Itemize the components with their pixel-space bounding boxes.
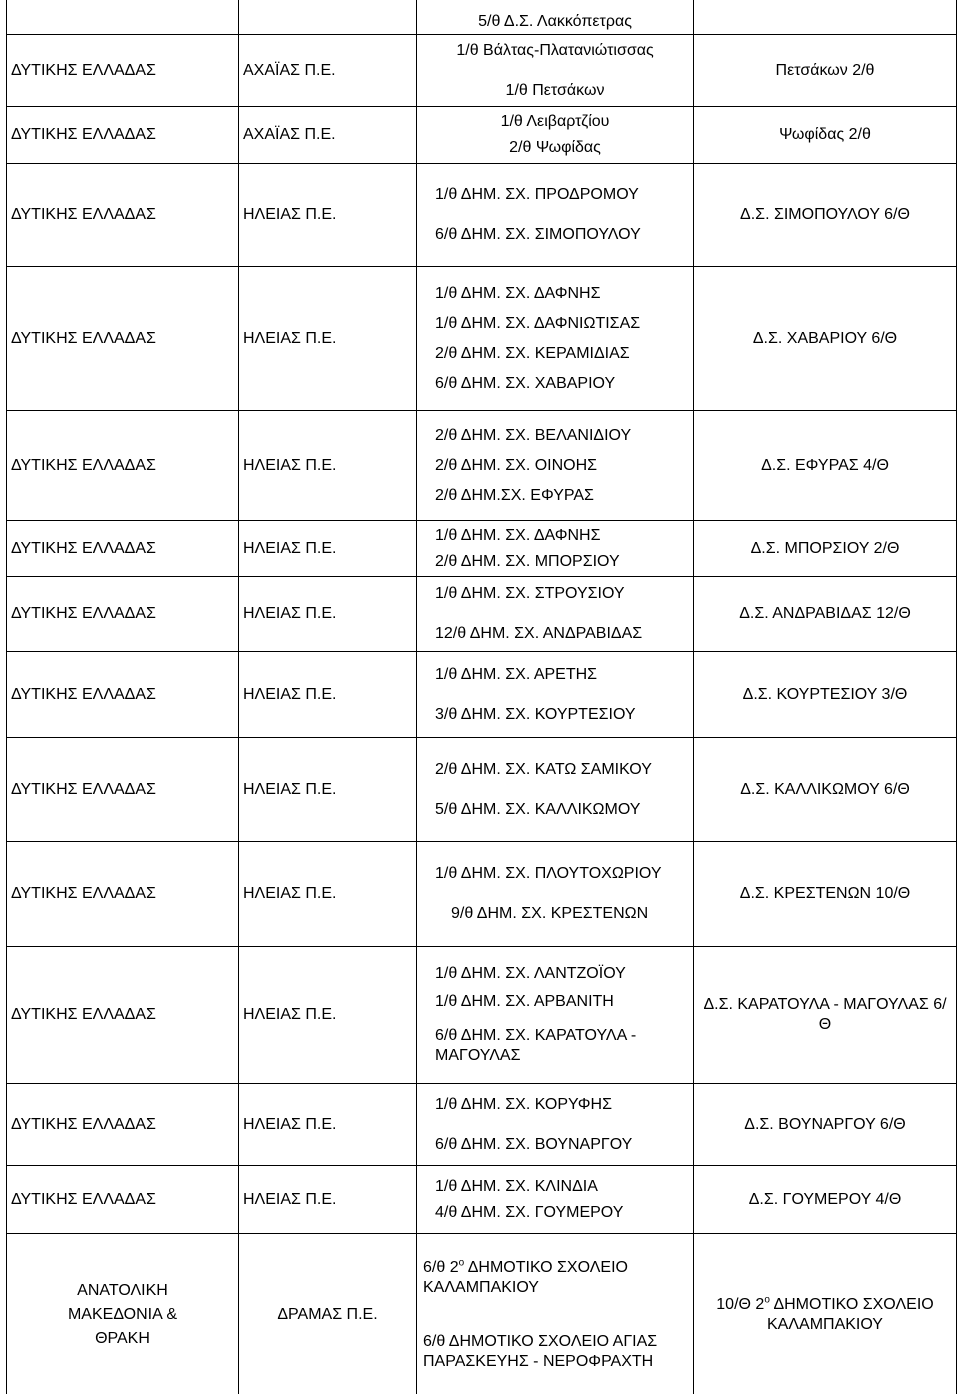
schools-cell	[417, 411, 694, 521]
school-name: 1/θ Πετσάκων	[505, 81, 605, 99]
region-cell: ΔΥΤΙΚΗΣ ΕΛΛΑΔΑΣ	[7, 1166, 239, 1234]
school-name: 2/θ ΔΗΜ. ΣΧ. ΒΕΛΑΝΙΔΙΟΥ	[435, 426, 632, 444]
school-merger-table	[6, 0, 957, 1394]
schools-cell	[417, 738, 694, 842]
result-cell: Δ.Σ. ΚΡΕΣΤΕΝΩΝ 10/Θ	[694, 842, 957, 947]
school-name: 1/θ ΔΗΜ. ΣΧ. ΚΟΡΥΦΗΣ	[435, 1095, 612, 1113]
schools-cell	[417, 0, 694, 35]
unit-cell: ΗΛΕΙΑΣ Π.Ε.	[239, 947, 417, 1084]
result-cell: Δ.Σ. ΕΦΥΡΑΣ 4/Θ	[694, 411, 957, 521]
region-cell	[7, 1234, 239, 1394]
result-cell: Δ.Σ. ΑΝΔΡΑΒΙΔΑΣ 12/Θ	[694, 577, 957, 652]
region-cell: ΔΥΤΙΚΗΣ ΕΛΛΑΔΑΣ	[7, 652, 239, 738]
result-cell: Δ.Σ. ΣΙΜΟΠΟΥΛΟΥ 6/Θ	[694, 164, 957, 267]
school-name: 2/θ ΔΗΜ.ΣΧ. ΕΦΥΡΑΣ	[435, 486, 594, 504]
school-name	[421, 1258, 683, 1298]
region-cell-empty	[7, 0, 239, 35]
unit-cell: ΗΛΕΙΑΣ Π.Ε.	[239, 521, 417, 577]
region-cell: ΔΥΤΙΚΗΣ ΕΛΛΑΔΑΣ	[7, 842, 239, 947]
school-name: 4/θ ΔΗΜ. ΣΧ. ΓΟΥΜΕΡΟΥ	[435, 1203, 624, 1221]
result-cell: Δ.Σ. ΓΟΥΜΕΡΟΥ 4/Θ	[694, 1166, 957, 1234]
schools-cell	[417, 521, 694, 577]
table-row	[7, 411, 957, 521]
school-name: 1/θ Λειβαρτζίου	[500, 113, 610, 130]
table-row	[7, 947, 957, 1084]
result-name-part: 10/Θ 2	[716, 1295, 765, 1313]
school-name: 1/θ Βάλτας-Πλατανιώτισσας	[456, 41, 654, 59]
result-cell	[694, 1234, 957, 1394]
school-name: 1/θ ΔΗΜ. ΣΧ. ΔΑΦΝΙΩΤΙΣΑΣ	[435, 314, 641, 332]
result-cell-empty	[694, 0, 957, 35]
region-cell: ΔΥΤΙΚΗΣ ΕΛΛΑΔΑΣ	[7, 267, 239, 411]
school-name: 3/θ ΔΗΜ. ΣΧ. ΚΟΥΡΤΕΣΙΟΥ	[435, 705, 636, 723]
unit-cell: ΗΛΕΙΑΣ Π.Ε.	[239, 267, 417, 411]
table-row	[7, 0, 957, 35]
result-cell: Ψωφίδας 2/θ	[694, 107, 957, 164]
result-cell: Δ.Σ. ΒΟΥΝΑΡΓΟΥ 6/Θ	[694, 1084, 957, 1166]
school-name: 1/θ ΔΗΜ. ΣΧ. ΠΛΟΥΤΟΧΩΡΙΟΥ	[435, 865, 662, 882]
schools-cell	[417, 1166, 694, 1234]
unit-cell-empty	[239, 0, 417, 35]
result-cell: Δ.Σ. ΚΑΛΛΙΚΩΜΟΥ 6/Θ	[694, 738, 957, 842]
result-name	[700, 1295, 950, 1335]
school-name: 5/θ Δ.Σ. Λακκόπετρας	[478, 13, 632, 30]
unit-cell: ΑΧΑΪΑΣ Π.Ε.	[239, 35, 417, 107]
schools-cell	[417, 1084, 694, 1166]
school-name: 1/θ ΔΗΜ. ΣΧ. ΠΡΟΔΡΟΜΟΥ	[435, 186, 639, 203]
schools-cell	[417, 35, 694, 107]
unit-cell: ΗΛΕΙΑΣ Π.Ε.	[239, 411, 417, 521]
table-row	[7, 1166, 957, 1234]
region-cell: ΔΥΤΙΚΗΣ ΕΛΛΑΔΑΣ	[7, 411, 239, 521]
unit-cell: ΗΛΕΙΑΣ Π.Ε.	[239, 1166, 417, 1234]
region-cell: ΔΥΤΙΚΗΣ ΕΛΛΑΔΑΣ	[7, 1084, 239, 1166]
unit-cell: ΔΡΑΜΑΣ Π.Ε.	[239, 1234, 417, 1394]
school-name: 2/θ ΔΗΜ. ΣΧ. ΜΠΟΡΣΙΟΥ	[435, 552, 620, 570]
ordinal-superscript: ο	[764, 1294, 770, 1306]
schools-cell	[417, 577, 694, 652]
unit-cell: ΗΛΕΙΑΣ Π.Ε.	[239, 577, 417, 652]
school-name: 1/θ ΔΗΜ. ΣΧ. ΛΑΝΤΖΟΪΟΥ	[435, 965, 626, 982]
table-row	[7, 1084, 957, 1166]
school-name: 1/θ ΔΗΜ. ΣΧ. ΑΡΕΤΗΣ	[435, 665, 598, 683]
region-cell: ΔΥΤΙΚΗΣ ΕΛΛΑΔΑΣ	[7, 577, 239, 652]
region-cell: ΔΥΤΙΚΗΣ ΕΛΛΑΔΑΣ	[7, 738, 239, 842]
region-cell: ΔΥΤΙΚΗΣ ΕΛΛΑΔΑΣ	[7, 947, 239, 1084]
school-name: 2/θ ΔΗΜ. ΣΧ. ΚΕΡΑΜΙΔΙΑΣ	[435, 344, 630, 362]
result-cell: Δ.Σ. ΧΑΒΑΡΙΟΥ 6/Θ	[694, 267, 957, 411]
schools-cell	[417, 842, 694, 947]
school-name: 2/θ Ψωφίδας	[509, 139, 601, 156]
school-name-part: ΔΗΜΟΤΙΚΟ ΣΧΟΛΕΙΟ ΚΑΛΑΜΠΑΚΙΟΥ	[423, 1258, 628, 1296]
school-name: 6/θ ΔΗΜ. ΣΧ. ΧΑΒΑΡΙΟΥ	[435, 374, 616, 392]
table-row	[7, 577, 957, 652]
school-name: 6/θ ΔΗΜΟΤΙΚΟ ΣΧΟΛΕΙΟ ΑΓΙΑΣ ΠΑΡΑΣΚΕΥΗΣ - ΝΕΡΟΦΡΑΧΤΗ	[423, 1332, 658, 1370]
school-name: 6/θ ΔΗΜ. ΣΧ. ΚΑΡΑΤΟΥΛΑ - ΜΑΓΟΥΛΑΣ	[435, 1027, 637, 1064]
school-name: 1/θ ΔΗΜ. ΣΧ. ΚΛΙΝΔΙΑ	[435, 1177, 598, 1195]
unit-cell: ΗΛΕΙΑΣ Π.Ε.	[239, 738, 417, 842]
unit-cell: ΗΛΕΙΑΣ Π.Ε.	[239, 652, 417, 738]
table-row	[7, 521, 957, 577]
school-name: 6/θ ΔΗΜ. ΣΧ. ΣΙΜΟΠΟΥΛΟΥ	[435, 226, 641, 243]
school-name: 12/θ ΔΗΜ. ΣΧ. ΑΝΔΡΑΒΙΔΑΣ	[435, 625, 643, 642]
schools-cell	[417, 652, 694, 738]
unit-cell: ΗΛΕΙΑΣ Π.Ε.	[239, 164, 417, 267]
table-row	[7, 35, 957, 107]
result-name-part: ΔΗΜΟΤΙΚΟ ΣΧΟΛΕΙΟ ΚΑΛΑΜΠΑΚΙΟΥ	[767, 1295, 934, 1333]
school-name: 2/θ ΔΗΜ. ΣΧ. ΚΑΤΩ ΣΑΜΙΚΟΥ	[435, 760, 652, 778]
result-cell: Δ.Σ. ΜΠΟΡΣΙΟΥ 2/Θ	[694, 521, 957, 577]
table-row	[7, 164, 957, 267]
schools-cell	[417, 267, 694, 411]
school-name: 5/θ ΔΗΜ. ΣΧ. ΚΑΛΛΙΚΩΜΟΥ	[435, 800, 641, 818]
schools-cell	[417, 947, 694, 1084]
school-name: 1/θ ΔΗΜ. ΣΧ. ΔΑΦΝΗΣ	[435, 284, 601, 302]
table-row	[7, 738, 957, 842]
region-name: ΑΝΑΤΟΛΙΚΗ ΜΑΚΕΔΟΝΙΑ & ΘΡΑΚΗ	[67, 1281, 178, 1347]
school-name: 1/θ ΔΗΜ. ΣΧ. ΑΡΒΑΝΙΤΗ	[435, 993, 614, 1010]
region-cell: ΔΥΤΙΚΗΣ ΕΛΛΑΔΑΣ	[7, 521, 239, 577]
result-cell: Πετσάκων 2/θ	[694, 35, 957, 107]
school-name-part: 6/θ 2	[423, 1258, 459, 1276]
unit-cell: ΑΧΑΪΑΣ Π.Ε.	[239, 107, 417, 164]
school-name: 1/θ ΔΗΜ. ΣΧ. ΣΤΡΟΥΣΙΟΥ	[435, 585, 625, 602]
unit-cell: ΗΛΕΙΑΣ Π.Ε.	[239, 1084, 417, 1166]
unit-cell: ΗΛΕΙΑΣ Π.Ε.	[239, 842, 417, 947]
table-row	[7, 1234, 957, 1394]
result-cell: Δ.Σ. ΚΟΥΡΤΕΣΙΟΥ 3/Θ	[694, 652, 957, 738]
schools-cell	[417, 1234, 694, 1394]
region-cell: ΔΥΤΙΚΗΣ ΕΛΛΑΔΑΣ	[7, 164, 239, 267]
region-cell: ΔΥΤΙΚΗΣ ΕΛΛΑΔΑΣ	[7, 35, 239, 107]
schools-cell	[417, 164, 694, 267]
ordinal-superscript: ο	[458, 1257, 465, 1269]
table-row	[7, 267, 957, 411]
result-cell: Δ.Σ. ΚΑΡΑΤΟΥΛΑ - ΜΑΓΟΥΛΑΣ 6/Θ	[694, 947, 957, 1084]
schools-cell	[417, 107, 694, 164]
table-row	[7, 842, 957, 947]
school-name: 2/θ ΔΗΜ. ΣΧ. ΟΙΝΟΗΣ	[435, 456, 598, 474]
school-name: 1/θ ΔΗΜ. ΣΧ. ΔΑΦΝΗΣ	[435, 526, 601, 544]
school-name: 9/θ ΔΗΜ. ΣΧ. ΚΡΕΣΤΕΝΩΝ	[451, 905, 649, 922]
region-cell: ΔΥΤΙΚΗΣ ΕΛΛΑΔΑΣ	[7, 107, 239, 164]
school-name: 6/θ ΔΗΜ. ΣΧ. ΒΟΥΝΑΡΓΟΥ	[435, 1135, 633, 1153]
table-row	[7, 107, 957, 164]
table-row	[7, 652, 957, 738]
